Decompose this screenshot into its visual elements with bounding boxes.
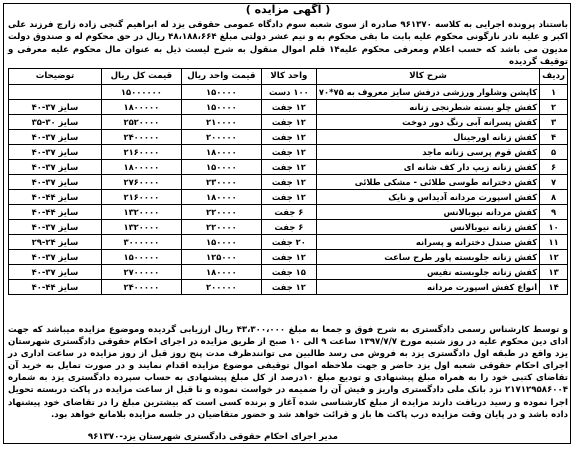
item-unit-price: ۱۵۰۰۰۰ — [181, 100, 261, 115]
item-unit: ۱۲ جفت — [261, 115, 316, 130]
item-unit: ۱۲ جفت — [261, 250, 316, 265]
item-unit: ۶ جفت — [261, 220, 316, 235]
header-notes: توضیحات — [9, 69, 102, 85]
item-unit: ۱۲ جفت — [261, 175, 316, 190]
table-row — [9, 205, 568, 220]
item-unit: ۱۲ جفت — [261, 100, 316, 115]
item-base-price: ۲۷۶۰۰۰۰ — [101, 175, 181, 190]
item-unit-price: ۱۵۰۰۰۰ — [181, 85, 261, 100]
item-base-price: ۲۱۶۰۰۰۰ — [101, 190, 181, 205]
item-unit: ۱۲ جفت — [261, 130, 316, 145]
row-number: ۶ — [540, 160, 568, 175]
item-base-price: ۲۵۲۰۰۰۰ — [101, 115, 181, 130]
table-row — [9, 250, 568, 265]
table-row — [9, 160, 568, 175]
row-number: ۳ — [540, 115, 568, 130]
row-number: ۹ — [540, 205, 568, 220]
item-unit-price: ۱۸۰۰۰۰ — [181, 190, 261, 205]
table-header-row — [9, 69, 568, 85]
terms-paragraph — [8, 324, 568, 421]
item-description: کفش زنانه جلوبسته نفیس — [316, 265, 539, 280]
item-base-price: ۲۴۰۰۰۰۰ — [101, 280, 181, 295]
item-unit-price: ۲۱۰۰۰۰ — [181, 115, 261, 130]
item-description: کفش اسپورت مردانه آدیداس و نایک — [316, 190, 539, 205]
item-description: کفش دخترانه طوسی طلائی - مشکی طلائی — [316, 175, 539, 190]
item-notes: سایز ۴۴-۴۰ — [9, 280, 102, 295]
item-description: کفش قوم پرسی زنانه ماجد — [316, 145, 539, 160]
item-notes: سایز ۳۷-۴۰ — [9, 145, 102, 160]
item-base-price: ۱۳۲۰۰۰۰ — [101, 205, 181, 220]
item-unit: ۱۵ جفت — [261, 265, 316, 280]
row-number: ۲ — [540, 100, 568, 115]
item-unit: ۱۲ جفت — [261, 280, 316, 295]
table-row — [9, 190, 568, 205]
items-table — [8, 68, 568, 295]
row-number: ۸ — [540, 190, 568, 205]
item-notes: سایز ۳۷-۴۰ — [9, 220, 102, 235]
item-description: کفش چلو بسته شطرنجی زنانه — [316, 100, 539, 115]
item-notes: سایز ۳۷-۴۰ — [9, 100, 102, 115]
item-description: کفش زنانه نیوبالانس — [316, 220, 539, 235]
item-description: کفش صندل دخترانه و پسرانه — [316, 235, 539, 250]
item-base-price: ۱۳۲۰۰۰۰ — [101, 220, 181, 235]
item-unit: ۱۲ جفت — [261, 145, 316, 160]
item-unit-price: ۲۰۰۰۰۰ — [181, 280, 261, 295]
row-number: ۱۱ — [540, 235, 568, 250]
table-row — [9, 100, 568, 115]
item-description: کفش زنانه اورجینال — [316, 130, 539, 145]
row-number: ۱۲ — [540, 250, 568, 265]
item-notes: سایز ۳۷-۴۰ — [9, 265, 102, 280]
row-number: ۱ — [540, 85, 568, 100]
item-description: کفش مردانه نیوبالانس — [316, 205, 539, 220]
row-number: ۴ — [540, 130, 568, 145]
item-description: کفش پسرانه آبی رنگ دور دوخت — [316, 115, 539, 130]
signature-line: مدیر اجرای احکام حقوقی دادگستری شهرستان یزد-۹۶۱۳۷۰ — [87, 432, 338, 442]
header-row-number: ردیف — [540, 69, 568, 85]
table-row — [9, 85, 568, 100]
item-description: کاپشن وشلوار ورزشی درفش سایز معروف به ۷۵*۷۰ — [316, 85, 539, 100]
table-row — [9, 115, 568, 130]
item-unit-price: ۲۰۰۰۰۰ — [181, 130, 261, 145]
item-notes: سایز ۳۰-۳۵ — [9, 115, 102, 130]
item-unit-price: ۱۵۰۰۰۰ — [181, 235, 261, 250]
item-unit: ۲۰ جفت — [261, 235, 316, 250]
terms-text: و توسط کارشناس رسمی دادگستری به شرح فوق و جمعا به مبلغ ۴۳،۳۰۰،۰۰۰ ریال ارزیابی گردیده وموضوع مزایده میباشد که جهت ادای دین محکوم علیه در روز شنبه مورخ ۱۳۹۷/۷/۷ ساعت ۹ الی ۱۰ صبح از طریق مزایده در اجرای احکام حقوقی دادگستری شهرستان یزد واقع در طبقه اول دادگستری یزد به فروش می رسد طالبین می توانندظرف مدت پنج روز قبل از روز مزایده در ساعت اداری در اجرای احکام حقوقی شعبه اول یزد حاضر و جهت ملاحظه اموال توقیفی موضوع مزایده اقدام نمایند و در صورت تمایل به خرید آن تقاضای کتبی خود را به همراه مبلغ پیشنهادی و تودیع مبلغ ۱۰درصد از کل مبلغ پیشنهادی به حساب سپرده دادگستری یزد به شماره ۲۱۷۱۲۹۵۸۶۰۰۴ نزد بانک ملی دادگستری واریز و فیش آن را ضمیمه در خواست نموده و تا قبل از ساعت مزایده در پاکت دربسته تحویل اجرا نموده و رسید دریافت دارند مزایده از مبلغ کارشناسی شده آغاز و برنده کسی است که بیشترین مبلغ را در تقاضای خود پیشنهاد داده باشد و در پایان وقت مزایده درب پاکت ها باز و قرائت خواهد شد و حضور متقاضیان در جلسه مزایده بلامانع خواهد بود. — [8, 325, 569, 420]
item-notes: سایز ۳۷-۴۰ — [9, 175, 102, 190]
row-number: ۵ — [540, 145, 568, 160]
header-description: شرح کالا — [316, 69, 539, 85]
item-unit: ۱۲ جفت — [261, 190, 316, 205]
row-number: ۱۰ — [540, 220, 568, 235]
item-unit: ۱۰۰ دست — [261, 85, 316, 100]
item-base-price: ۲۱۶۰۰۰۰ — [101, 145, 181, 160]
notice-title: ( آگهی مزایده ) — [245, 3, 331, 16]
item-base-price: ۱۵۰۰۰۰۰۰ — [101, 85, 181, 100]
intro-paragraph — [8, 19, 568, 69]
item-unit: ۱۲ جفت — [261, 160, 316, 175]
item-unit-price: ۱۵۰۰۰۰ — [181, 160, 261, 175]
item-base-price: ۲۴۰۰۰۰۰ — [101, 130, 181, 145]
item-unit-price: ۲۲۰۰۰۰ — [181, 220, 261, 235]
table-row — [9, 220, 568, 235]
item-unit-price: ۲۲۰۰۰۰ — [181, 205, 261, 220]
row-number: ۷ — [540, 175, 568, 190]
item-description: کفش زنانه جلوبسته پاور طرح ساعت — [316, 250, 539, 265]
header-base-price: قیمت کل ریال — [101, 69, 181, 85]
item-notes: سایز ۲۴-۲۹ — [9, 235, 102, 250]
item-description: کفش زنانه زیپ دار کف شانه ای — [316, 160, 539, 175]
table-row — [9, 175, 568, 190]
item-unit-price: ۱۸۰۰۰۰ — [181, 145, 261, 160]
item-base-price: ۱۸۰۰۰۰۰ — [101, 100, 181, 115]
item-base-price: ۲۷۰۰۰۰۰ — [101, 265, 181, 280]
item-notes: سایز ۳۷-۴۰ — [9, 130, 102, 145]
intro-text: باستناد پرونده اجرایی به کلاسه ۹۶۱۳۷۰ صادره از سوی شعبه سوم دادگاه عمومی حقوقی یزد له ابراهیم گنجی زاده زارچ فرزند علی اکبر و علیه نادر نارگونی محکوم علیه بابت ما بقی محکوم به و نیم عشر دولتی مبلغ ۴۸،۱۸۸،۶۶۴ ریال در حق محکوم له و صندوق دولت مدیون می باشد که حسب اعلام ومعرفی محکوم علیه۱۴ قلم اموال منقول به شرح لیست ذیل به عنوان مال محکوم علیه معرفی و توقیف گردیده — [8, 20, 568, 68]
item-base-price: ۱۵۰۰۰۰۰ — [101, 250, 181, 265]
header-unit-price: قیمت واحد ریال — [181, 69, 261, 85]
row-number: ۱۴ — [540, 280, 568, 295]
table-row — [9, 130, 568, 145]
item-description: انواع کفش اسپورت مردانه — [316, 280, 539, 295]
table-row — [9, 280, 568, 295]
item-unit: ۶ جفت — [261, 205, 316, 220]
item-notes: سایز ۳۷-۴۰ — [9, 160, 102, 175]
item-notes: سایز ۴۴-۴۰ — [9, 205, 102, 220]
header-unit: واحد کالا — [261, 69, 316, 85]
item-unit-price: ۲۳۰۰۰۰ — [181, 175, 261, 190]
table-row — [9, 145, 568, 160]
item-base-price: ۱۸۰۰۰۰۰ — [101, 160, 181, 175]
item-unit-price: ۱۲۵۰۰۰ — [181, 250, 261, 265]
table-row — [9, 265, 568, 280]
item-base-price: ۳۰۰۰۰۰۰ — [101, 235, 181, 250]
table-row — [9, 235, 568, 250]
item-notes: سایز ۴۴-۴۰ — [9, 190, 102, 205]
item-notes — [9, 85, 102, 100]
item-notes: سایز ۳۷-۴۰ — [9, 250, 102, 265]
row-number: ۱۳ — [540, 265, 568, 280]
item-unit-price: ۱۸۰۰۰۰ — [181, 265, 261, 280]
